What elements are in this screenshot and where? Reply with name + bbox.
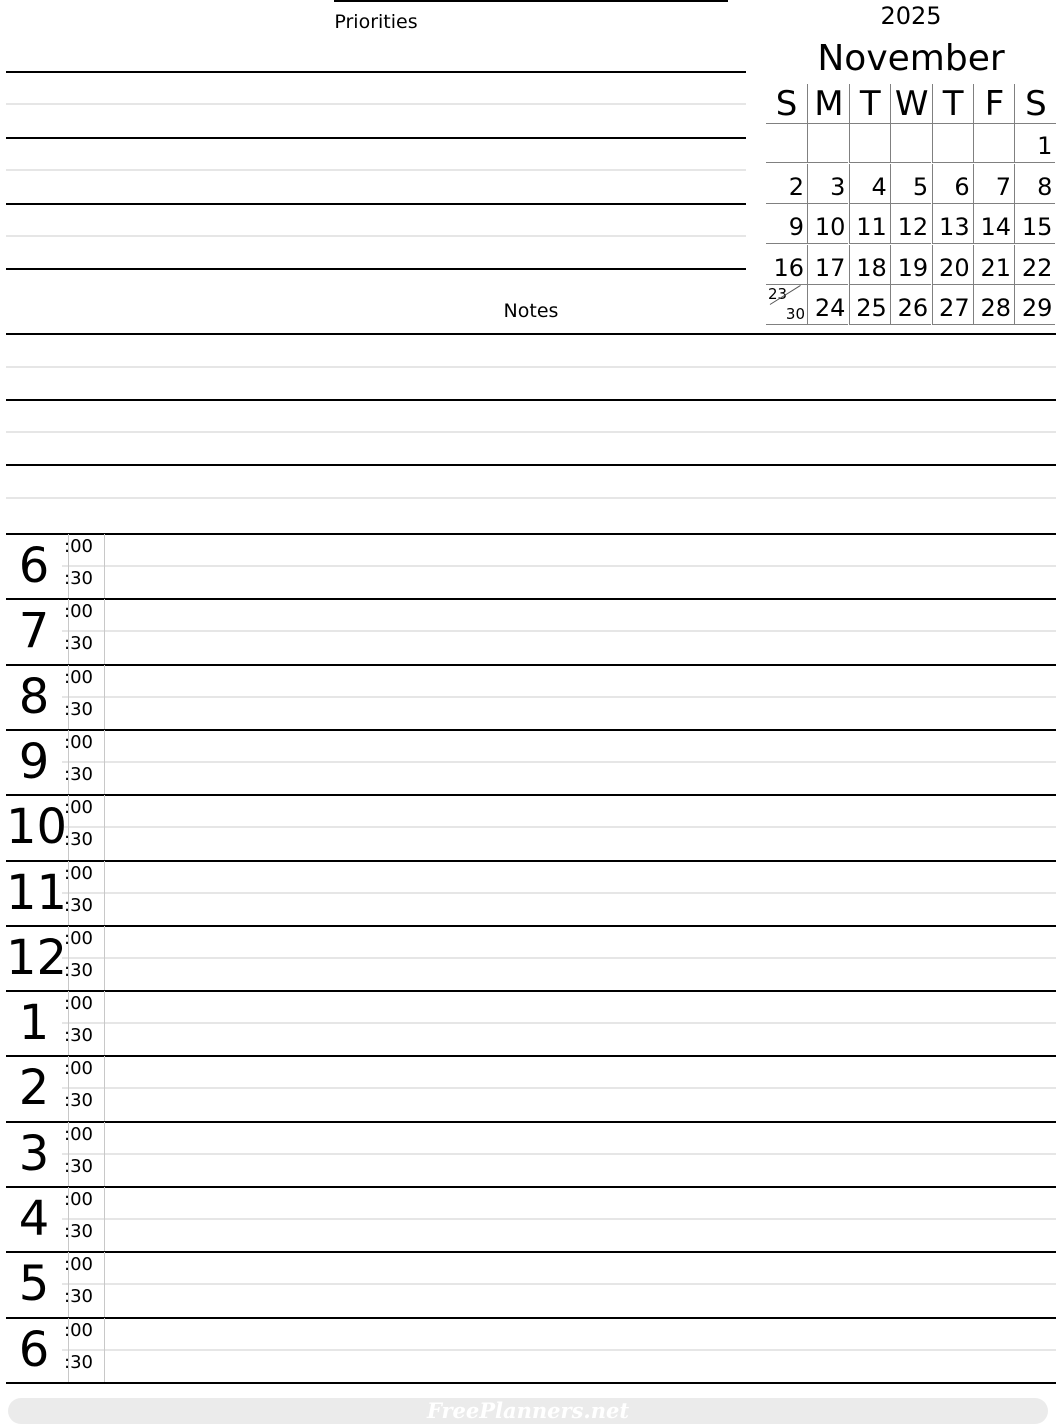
minute-label: :30 <box>64 894 93 916</box>
calendar-day-cell <box>849 123 890 163</box>
minute-column-divider <box>104 730 105 795</box>
calendar-day-cell <box>766 123 807 163</box>
minute-column-divider <box>104 1318 105 1383</box>
calendar-day-cell <box>807 164 848 204</box>
minute-label: :30 <box>64 698 93 720</box>
hour-label: 2 <box>18 1060 50 1117</box>
priorities-line <box>6 71 746 73</box>
notes-subline <box>6 497 1056 499</box>
calendar-weekday-label: M <box>807 84 849 124</box>
footer-watermark: FreePlanners.net <box>8 1398 1048 1424</box>
calendar-day-cell <box>766 285 807 325</box>
calendar-day-cell <box>932 245 973 285</box>
minute-label: :30 <box>64 763 93 785</box>
minute-label: :00 <box>64 1319 93 1341</box>
calendar-day-cell <box>973 245 1014 285</box>
calendar-day-cell <box>807 204 848 244</box>
notes-line <box>6 399 1056 401</box>
calendar-day-number: 20 <box>939 253 970 282</box>
calendar-month: November <box>817 38 1005 79</box>
notes-subline <box>6 366 1056 368</box>
calendar-day-number: 5 <box>912 172 929 201</box>
calendar-day-cell <box>890 285 931 325</box>
hour-slot[interactable] <box>6 861 1056 926</box>
hour-label: 6 <box>18 1321 50 1378</box>
minute-label: :30 <box>64 829 93 851</box>
calendar-day-cell <box>973 123 1014 163</box>
minute-label: :30 <box>64 1221 93 1242</box>
hour-slot[interactable] <box>6 1187 1056 1252</box>
minute-label: :00 <box>64 1058 93 1080</box>
calendar-day-number: 29 <box>1021 294 1053 322</box>
calendar-day-number: 8 <box>1037 172 1053 201</box>
hour-slot[interactable] <box>6 1252 1056 1317</box>
calendar-day-number: 22 <box>1021 253 1053 282</box>
hour-slot[interactable] <box>6 1056 1056 1121</box>
priorities-subline <box>6 235 746 237</box>
minute-column-divider <box>104 599 105 664</box>
calendar-day-number: 16 <box>773 253 804 282</box>
minute-label: :00 <box>64 601 93 623</box>
minute-label: :00 <box>64 797 93 819</box>
calendar-day-number: 7 <box>995 172 1011 201</box>
calendar-day-number: 19 <box>897 253 929 282</box>
priorities-subline <box>6 103 746 105</box>
minute-column-divider <box>104 861 105 926</box>
calendar-day-number: 17 <box>814 253 846 282</box>
hour-label: 8 <box>18 668 50 725</box>
calendar-day-number: 3 <box>830 172 846 201</box>
calendar-day-cell <box>973 164 1014 204</box>
calendar-weekday-label: T <box>849 84 891 124</box>
hour-label: 7 <box>18 603 50 660</box>
minute-label: :30 <box>64 633 93 655</box>
hour-slot[interactable] <box>6 1318 1056 1383</box>
hour-label: 9 <box>18 733 50 790</box>
hour-slot[interactable] <box>6 795 1056 860</box>
minute-column-divider <box>104 534 105 599</box>
calendar-day-cell <box>1014 204 1055 244</box>
calendar-day-number: 24 <box>814 294 846 322</box>
minute-column-divider <box>104 1122 105 1187</box>
minute-label: :00 <box>64 1123 93 1145</box>
calendar-day-number: 10 <box>814 213 846 241</box>
calendar-day-split-bottom: 30 <box>785 305 805 323</box>
calendar-day-number: 4 <box>871 172 887 201</box>
minute-label: :30 <box>64 1090 93 1112</box>
calendar-day-number: 27 <box>939 294 970 322</box>
minute-label: :00 <box>64 993 93 1015</box>
minute-label: :00 <box>64 666 93 688</box>
notes-heading: Notes <box>503 300 559 322</box>
calendar-day-cell <box>1014 245 1055 285</box>
calendar-day-number: 2 <box>788 172 804 201</box>
minute-label: :30 <box>64 1286 93 1308</box>
calendar-day-cell <box>932 285 973 325</box>
calendar-year: 2025 <box>880 2 942 30</box>
calendar-day-cell <box>766 204 807 244</box>
calendar-day-cell <box>766 164 807 204</box>
calendar-day-cell <box>890 245 931 285</box>
priorities-line <box>6 268 746 270</box>
minute-label: :30 <box>64 1155 93 1177</box>
calendar-day-cell <box>766 245 807 285</box>
hour-rule <box>6 1382 1056 1384</box>
calendar-weekday-label: F <box>973 84 1015 124</box>
calendar-day-cell <box>890 123 931 163</box>
hour-slot[interactable] <box>6 730 1056 795</box>
calendar-day-number: 12 <box>897 213 929 241</box>
calendar-day-number: 6 <box>954 172 970 201</box>
hour-slot[interactable] <box>6 599 1056 664</box>
minute-label: :00 <box>64 1254 93 1276</box>
minute-label: :00 <box>64 862 93 884</box>
minute-label: :30 <box>64 959 93 981</box>
calendar-weekday-label: S <box>1014 84 1056 124</box>
minute-column-divider <box>104 1252 105 1317</box>
minute-column-divider <box>104 1056 105 1121</box>
calendar-day-cell <box>890 204 931 244</box>
hour-label: 4 <box>18 1191 50 1247</box>
minute-column-divider <box>104 665 105 730</box>
hour-slot[interactable] <box>6 926 1056 991</box>
calendar-day-cell <box>1014 285 1055 325</box>
priorities-line <box>6 203 746 205</box>
calendar-day-cell <box>973 204 1014 244</box>
calendar-day-number: 26 <box>897 294 929 322</box>
minute-label: :30 <box>64 568 93 589</box>
hour-slot[interactable] <box>6 991 1056 1056</box>
minute-label: :30 <box>64 1351 93 1373</box>
priorities-heading: Priorities <box>334 11 418 33</box>
calendar-day-cell <box>849 204 890 244</box>
hour-label: 5 <box>18 1256 50 1313</box>
calendar-weekday-label: S <box>775 84 798 124</box>
calendar-day-number: 14 <box>980 213 1011 241</box>
hour-label: 12 <box>6 929 68 986</box>
calendar-day-cell <box>973 285 1014 325</box>
calendar-day-number: 1 <box>1037 132 1053 160</box>
notes-subline <box>6 431 1056 433</box>
calendar-day-number: 21 <box>980 253 1011 282</box>
minute-label: :00 <box>64 731 93 753</box>
calendar-day-cell <box>1014 123 1055 163</box>
priorities-top-rule <box>334 0 728 2</box>
minute-label: :00 <box>64 927 93 949</box>
hour-slot[interactable] <box>6 534 1056 599</box>
calendar-day-number: 9 <box>788 213 804 241</box>
calendar-weekday-label: T <box>932 84 974 124</box>
minute-column-divider <box>104 926 105 991</box>
minute-column-divider <box>104 991 105 1056</box>
calendar-day-cell <box>807 123 848 163</box>
hour-label: 11 <box>6 864 68 921</box>
hour-label: 10 <box>6 799 68 856</box>
calendar-day-number: 11 <box>856 213 887 241</box>
calendar-day-number: 25 <box>856 294 887 322</box>
calendar-day-cell <box>849 164 890 204</box>
hour-slot[interactable] <box>6 665 1056 730</box>
calendar-day-number: 13 <box>939 213 970 241</box>
priorities-line <box>6 137 746 139</box>
hour-label: 3 <box>18 1125 50 1182</box>
calendar-day-cell <box>890 164 931 204</box>
calendar-day-cell <box>1014 164 1055 204</box>
calendar-day-number: 28 <box>980 294 1011 322</box>
minute-column-divider <box>104 795 105 860</box>
calendar-day-cell <box>932 164 973 204</box>
hour-label: 1 <box>18 995 50 1052</box>
calendar-day-cell <box>807 285 848 325</box>
calendar-day-cell <box>932 123 973 163</box>
minute-column-divider <box>104 1187 105 1252</box>
minute-label: :30 <box>64 1025 93 1047</box>
calendar-day-cell <box>807 245 848 285</box>
calendar-day-number: 18 <box>856 253 887 282</box>
calendar-day-split-top: 23 <box>768 285 788 303</box>
hour-slot[interactable] <box>6 1122 1056 1187</box>
minute-label: :00 <box>64 536 93 557</box>
calendar-day-cell <box>849 245 890 285</box>
calendar-day-number: 15 <box>1021 213 1053 241</box>
calendar-day-cell <box>932 204 973 244</box>
notes-line <box>6 464 1056 466</box>
notes-line <box>6 333 1056 335</box>
hour-label: 6 <box>18 538 50 594</box>
priorities-subline <box>6 169 746 171</box>
calendar-weekday-label: W <box>890 84 932 124</box>
minute-label: :00 <box>64 1189 93 1210</box>
calendar-day-cell <box>849 285 890 325</box>
